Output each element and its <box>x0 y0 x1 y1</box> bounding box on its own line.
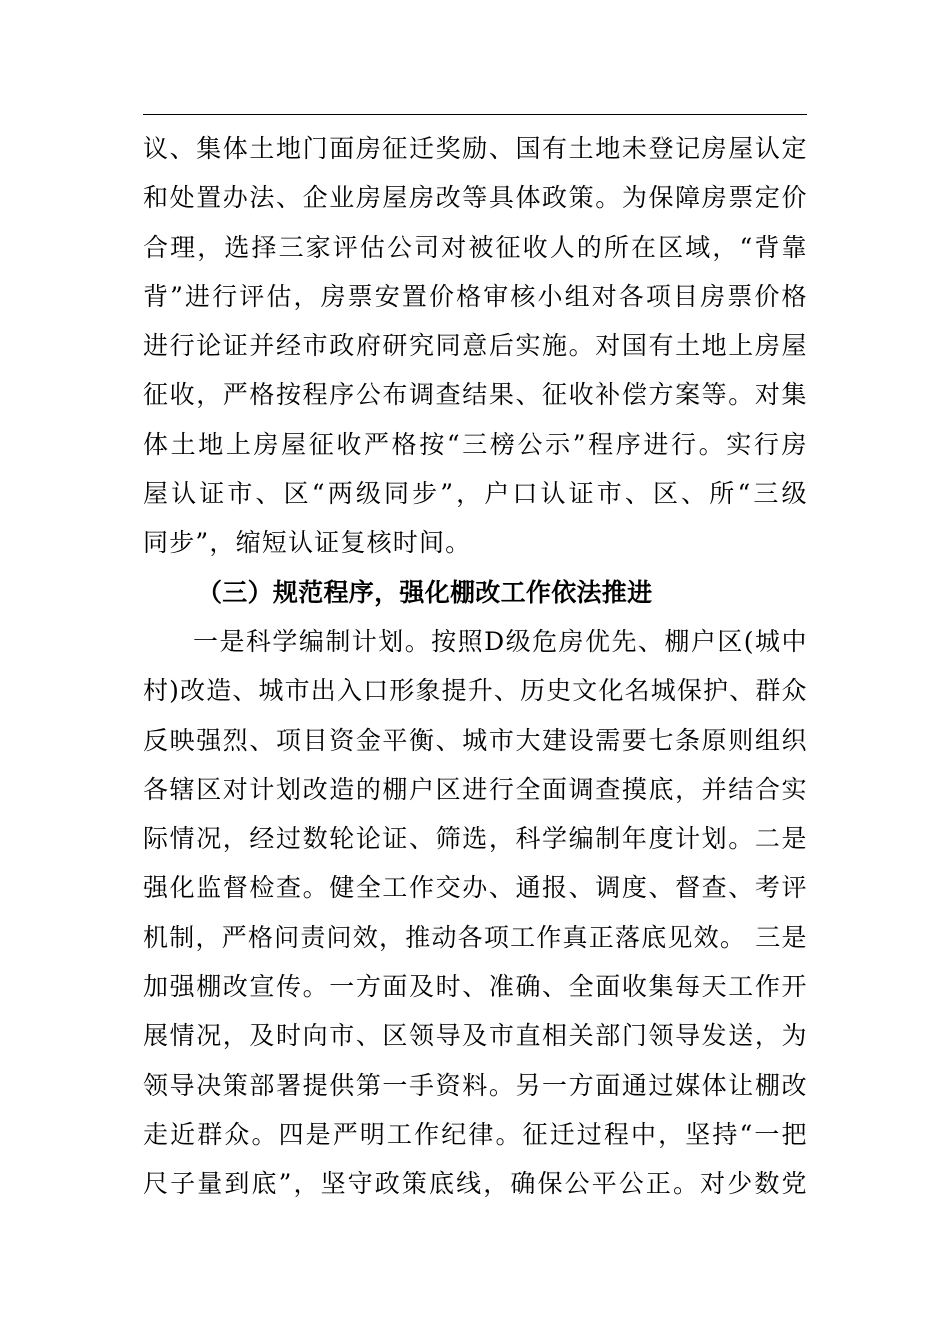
body-line: 屋认证市、区“两级同步”，户口认证市、区、所“三级 <box>143 479 807 509</box>
body-line: 反映强烈、项目资金平衡、城市大建设需要七条原则组织 <box>143 725 807 755</box>
body-line: 各辖区对计划改造的棚户区进行全面调查摸底，并结合实 <box>143 774 807 804</box>
body-line: 一是科学编制计划。按照D级危房优先、棚户区(城中 <box>193 626 807 656</box>
section-heading: （三）规范程序，强化棚改工作依法推进 <box>197 577 653 607</box>
body-line: 尺子量到底”，坚守政策底线，确保公平公正。对少数党 <box>143 1169 807 1199</box>
body-line: 和处置办法、企业房屋房改等具体政策。为保障房票定价 <box>143 183 807 213</box>
body-line: 际情况，经过数轮论证、筛选，科学编制年度计划。二是 <box>143 824 807 854</box>
body-line: 领导决策部署提供第一手资料。另一方面通过媒体让棚改 <box>143 1070 807 1100</box>
header-rule <box>143 114 807 115</box>
body-line: 合理，选择三家评估公司对被征收人的所在区域，“背靠 <box>143 232 807 262</box>
body-line: 议、集体土地门面房征迁奖励、国有土地未登记房屋认定 <box>143 134 807 163</box>
body-line: 进行论证并经市政府研究同意后实施。对国有土地上房屋 <box>143 331 807 361</box>
document-body <box>143 124 807 1209</box>
body-line: 同步”，缩短认证复核时间。 <box>143 528 472 558</box>
body-line: 背”进行评估，房票安置价格审核小组对各项目房票价格 <box>143 281 807 311</box>
body-line: 体土地上房屋征收严格按“三榜公示”程序进行。实行房 <box>143 429 807 459</box>
body-line: 加强棚改宣传。一方面及时、准确、全面收集每天工作开 <box>143 972 807 1002</box>
body-line: 村)改造、城市出入口形象提升、历史文化名城保护、群众 <box>143 676 807 706</box>
body-line: 征收，严格按程序公布调查结果、征收补偿方案等。对集 <box>143 380 807 410</box>
body-line: 强化监督检查。健全工作交办、通报、调度、督查、考评 <box>143 873 807 903</box>
body-line: 机制，严格问责问效，推动各项工作真正落底见效。 三是 <box>143 922 807 952</box>
body-line: 走近群众。四是严明工作纪律。征迁过程中，坚持“一把 <box>143 1119 807 1149</box>
body-line: 展情况，及时向市、区领导及市直相关部门领导发送，为 <box>143 1021 807 1051</box>
